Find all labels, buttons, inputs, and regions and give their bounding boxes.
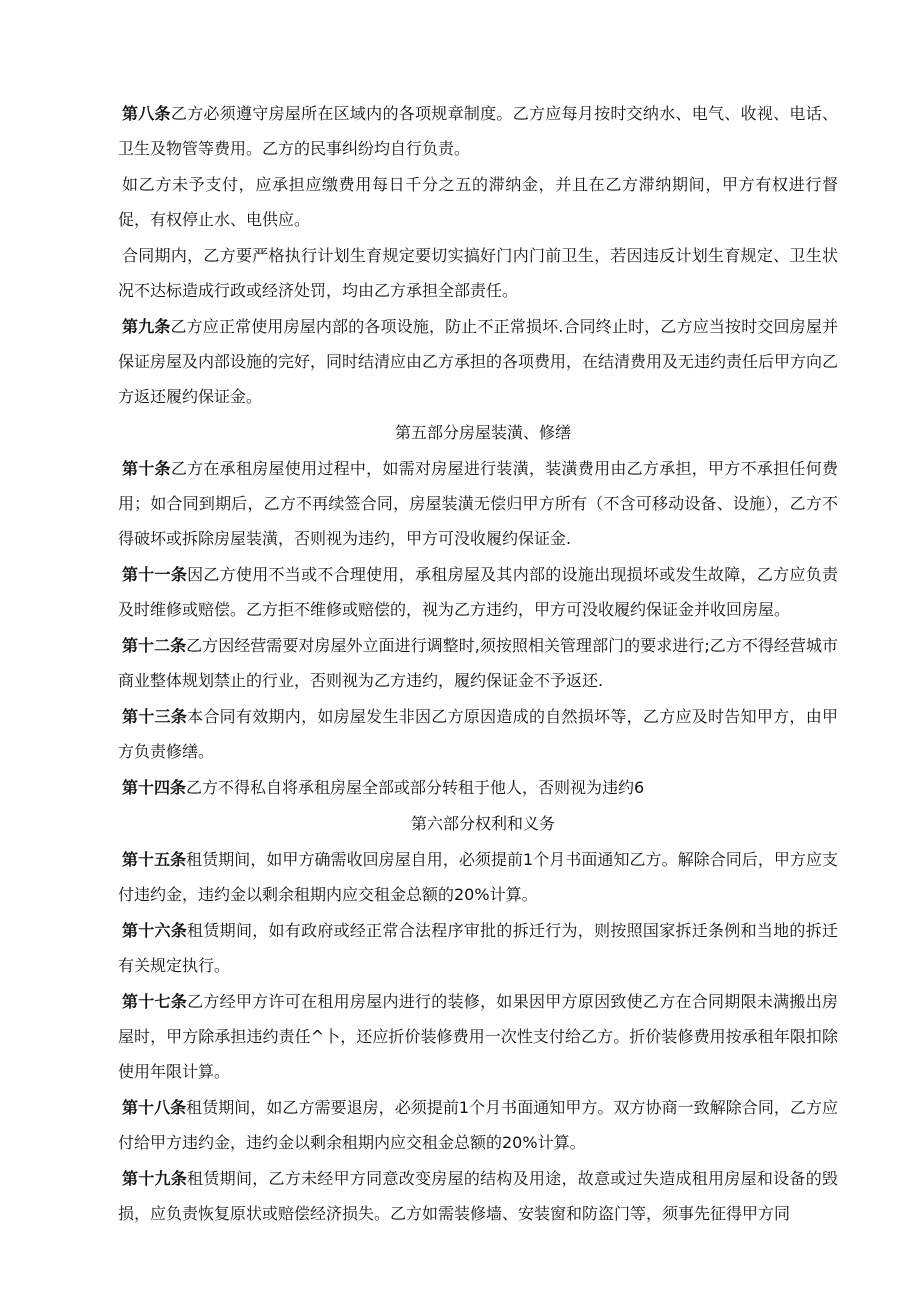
clause-9 [118, 309, 838, 414]
clause-text: 租赁期间，如甲方确需收回房屋自用，必须提前1个月书面通知乙方。解除合同后，甲方应支付违约金，违约金以剩余租期内应交租金总额的20%计算。 [118, 850, 838, 904]
article-number: 第十七条 [122, 992, 188, 1011]
clause-text: 乙方必须遵守房屋所在区域内的各项规章制度。乙方应每月按时交纳水、电气、收视、电话、卫生及物管等费用。乙方的民事纠纷均自行负责。 [118, 104, 838, 158]
article-number: 第十六条 [122, 921, 188, 940]
article-number: 第十四条 [122, 778, 187, 797]
section-heading-6: 第六部分权利和义务 [410, 814, 555, 833]
clause-text: 租赁期间，如有政府或经正常合法程序审批的拆迁行为，则按照国家拆迁条例和当地的拆迁有关规定执行。 [118, 921, 838, 975]
clause-8 [118, 96, 838, 166]
clause-10 [118, 451, 838, 556]
clause-15 [118, 842, 838, 912]
article-number: 第十九条 [122, 1169, 188, 1188]
clause-12 [118, 628, 838, 698]
clause-18 [118, 1090, 838, 1160]
clause-text: 合同期内，乙方要严格执行计划生育规定要切实搞好门内门前卫生，若因违反计划生育规定、卫生状况不达标造成行政或经济处罚，均由乙方承担全部责任。 [118, 246, 838, 300]
article-number: 第十一条 [122, 565, 188, 584]
clause-text: 如乙方未予支付，应承担应缴费用每日千分之五的滞纳金，并且在乙方滞纳期间，甲方有权进行督促，有权停止水、电供应。 [118, 175, 838, 229]
article-number: 第十条 [122, 459, 171, 478]
clause-11 [118, 557, 838, 627]
clause-text: 乙方不得私自将承租房屋全部或部分转租于他人，否则视为违约6 [186, 778, 645, 797]
clause-text: 乙方在承租房屋使用过程中，如需对房屋进行装潢，装潢费用由乙方承担，甲方不承担任何费用；如合同到期后，乙方不再续签合同，房屋装潢无偿归甲方所有（不含可移动设备、设施），乙方不得破坏或拆除房屋装潢，否则视为违约，甲方可没收履约保证金. [118, 459, 838, 548]
clause-16 [118, 913, 838, 983]
article-number: 第十五条 [122, 850, 187, 869]
section-heading-5: 第五部分房屋装潢、修缮 [394, 423, 571, 442]
clause-8-hygiene [118, 238, 838, 308]
clause-13 [118, 699, 838, 769]
clause-text: 租赁期间，如乙方需要退房，必须提前1个月书面通知甲方。双方协商一致解除合同，乙方应付给甲方违约金，违约金以剩余租期内应交租金总额的20%计算。 [118, 1098, 838, 1152]
clause-19 [118, 1161, 838, 1231]
clause-14 [118, 770, 838, 805]
clause-text: 乙方经甲方许可在租用房屋内进行的装修，如果因甲方原因致使乙方在合同期限未满搬出房屋时，甲方除承担违约责任^卜，还应折价装修费用一次性支付给乙方。折价装修费用按承租年限扣除使用年限计算。 [118, 992, 838, 1081]
clause-text: 本合同有效期内，如房屋发生非因乙方原因造成的自然损坏等，乙方应及时告知甲方，由甲方负责修缮。 [118, 707, 838, 761]
clause-8-late-fee [118, 167, 838, 237]
article-number: 第十三条 [122, 707, 188, 726]
article-number: 第十八条 [122, 1098, 187, 1117]
article-number: 第十二条 [122, 636, 187, 655]
article-number: 第九条 [122, 317, 171, 336]
article-number: 第八条 [122, 104, 171, 123]
clause-17 [118, 984, 838, 1089]
clause-text: 租赁期间，乙方未经甲方同意改变房屋的结构及用途，故意或过失造成租用房屋和设备的毁损，应负责恢复原状或赔偿经济损失。乙方如需装修墙、安装窗和防盗门等，须事先征得甲方同 [118, 1169, 838, 1223]
clause-text: 乙方因经营需要对房屋外立面进行调整时,须按照相关管理部门的要求进行;乙方不得经营城市商业整体规划禁止的行业，否则视为乙方违约，履约保证金不予返还. [118, 636, 838, 690]
clause-text: 因乙方使用不当或不合理使用，承租房屋及其内部的设施出现损坏或发生故障，乙方应负责及时维修或赔偿。乙方拒不维修或赔偿的，视为乙方违约，甲方可没收履约保证金并收回房屋。 [118, 565, 838, 619]
clause-text: 乙方应正常使用房屋内部的各项设施，防止不正常损坏.合同终止时，乙方应当按时交回房屋并保证房屋及内部设施的完好，同时结清应由乙方承担的各项费用，在结清费用及无违约责任后甲方向乙方返还履约保证金。 [118, 317, 839, 406]
